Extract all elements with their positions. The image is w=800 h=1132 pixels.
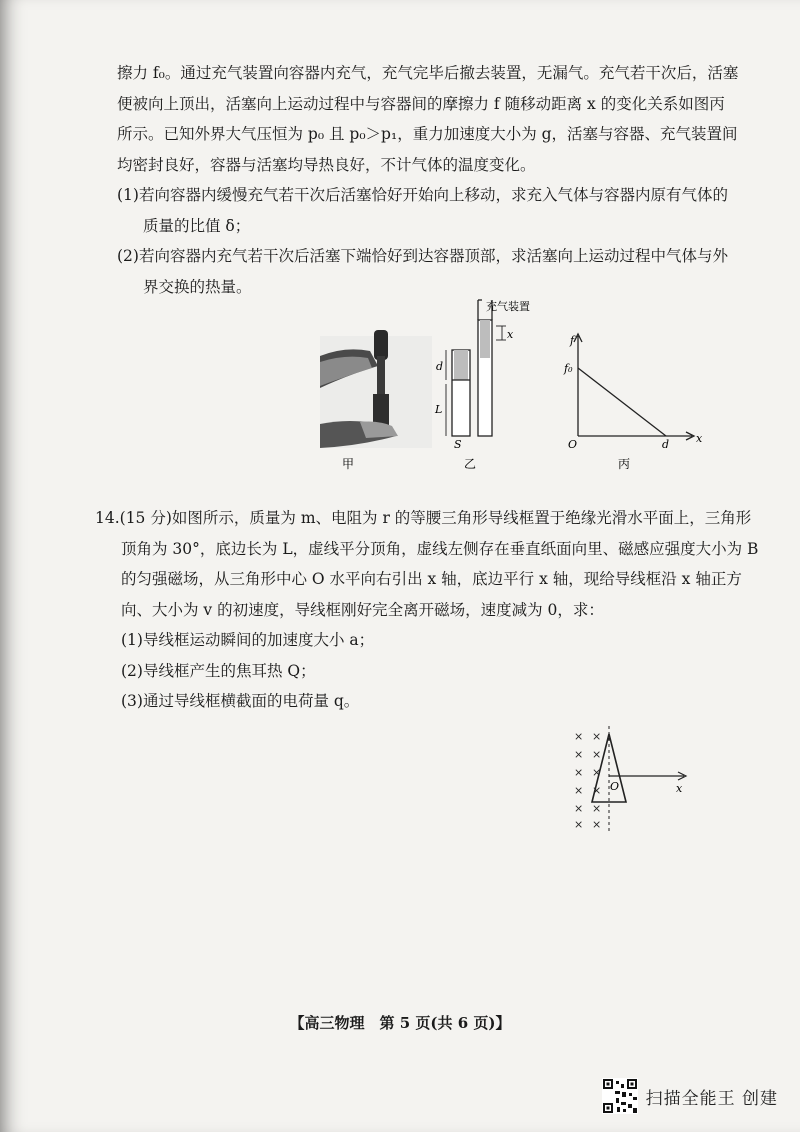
bing-label-f0: f₀ xyxy=(564,362,573,375)
bing-label-O: O xyxy=(568,438,578,451)
field-cross-0-1: × xyxy=(592,730,602,743)
yi-label-L: L xyxy=(435,403,443,416)
q14-sub1: (1)导线框运动瞬间的加速度大小 a； xyxy=(121,631,375,649)
caption-jia: 甲 xyxy=(342,457,355,471)
q13-sub2-b: 界交换的热量。 xyxy=(143,277,252,296)
field-cross-5-0: × xyxy=(574,818,584,831)
q13-line-2: 便被向上顶出，活塞向上运动过程中与容器间的摩擦力 f 随移动距离 x 的变化关系如图丙 xyxy=(117,94,725,113)
q13-sub2-a: (2)若向容器内充气若干次后活塞下端恰好到达容器顶部，求活塞向上运动过程中气体与外 xyxy=(117,247,728,265)
q14-line-2: 顶角为 30°，底边长为 L，虚线平分顶角，虚线左侧存在垂直纸面向里、磁感应强度大小为 B xyxy=(121,539,759,558)
q14-line-1: 14.(15 分)如图所示，质量为 m、电阻为 r 的等腰三角形导线框置于绝缘光滑水平面上，三角形 xyxy=(95,509,752,527)
qr-code-icon xyxy=(602,1078,638,1114)
graph-bing xyxy=(574,334,694,440)
device-label: 充气装置 xyxy=(486,300,530,313)
yi-label-d: d xyxy=(436,360,444,373)
q13-paragraph xyxy=(117,58,739,302)
field-cross-4-1: × xyxy=(592,802,602,815)
field-cross-2-1: × xyxy=(592,766,602,779)
caption-bing: 丙 xyxy=(618,457,631,471)
bing-label-f: f xyxy=(570,334,575,347)
field-cross-1-1: × xyxy=(592,748,602,761)
q14-line-4: 向、大小为 v 的初速度，导线框刚好完全离开磁场，速度减为 0，求： xyxy=(121,600,604,619)
field-cross-0-0: × xyxy=(574,730,584,743)
q13-line-1: 擦力 f₀。通过充气装置向容器内充气，充气完毕后撤去装置，无漏气。充气若干次后，活塞 xyxy=(117,64,739,82)
q13-sub1-b: 质量的比值 δ； xyxy=(143,216,251,235)
q13-line-3: 所示。已知外界大气压恒为 p₀ 且 p₀＞p₁，重力加速度大小为 g，活塞与容器、充气装置间 xyxy=(117,125,738,143)
yi-label-x: x xyxy=(507,328,514,341)
figure-13 xyxy=(300,296,720,476)
field-cross-4-0: × xyxy=(574,802,584,815)
page-footer: 【高三物理 第 5 页(共 6 页)】 xyxy=(289,1014,511,1032)
q13-line-4: 均密封良好，容器与活塞均导热良好，不计气体的温度变化。 xyxy=(117,155,536,174)
field-cross-3-0: × xyxy=(574,784,584,797)
bing-label-x: x xyxy=(696,432,703,445)
yi-label-S: S xyxy=(454,438,462,451)
q13-sub1-a: (1)若向容器内缓慢充气若干次后活塞恰好开始向上移动，求充入气体与容器内原有气体的 xyxy=(117,186,728,204)
q14-sub2: (2)导线框产生的焦耳热 Q； xyxy=(121,661,316,680)
field-cross-5-1: × xyxy=(592,818,602,831)
photo-jia xyxy=(320,330,432,448)
q14-line-3: 的匀强磁场，从三角形中心 O 水平向右引出 x 轴，底边平行 x 轴，现给导线框沿 x 轴正方 xyxy=(121,570,742,588)
figure-14 xyxy=(560,724,700,836)
diagram-yi xyxy=(446,300,506,436)
caption-yi: 乙 xyxy=(464,457,477,471)
field-cross-1-0: × xyxy=(574,748,584,761)
field-cross-3-1: × xyxy=(592,784,602,797)
fig14-label-O: O xyxy=(610,780,620,793)
field-cross-2-0: × xyxy=(574,766,584,779)
watermark-text: 扫描全能王 创建 xyxy=(645,1088,778,1109)
scanner-watermark xyxy=(602,1078,778,1114)
q14-sub3: (3)通过导线框横截面的电荷量 q。 xyxy=(121,692,360,710)
fig14-label-x: x xyxy=(676,782,683,795)
q14-paragraph xyxy=(95,503,759,717)
bing-label-d: d xyxy=(662,438,670,451)
